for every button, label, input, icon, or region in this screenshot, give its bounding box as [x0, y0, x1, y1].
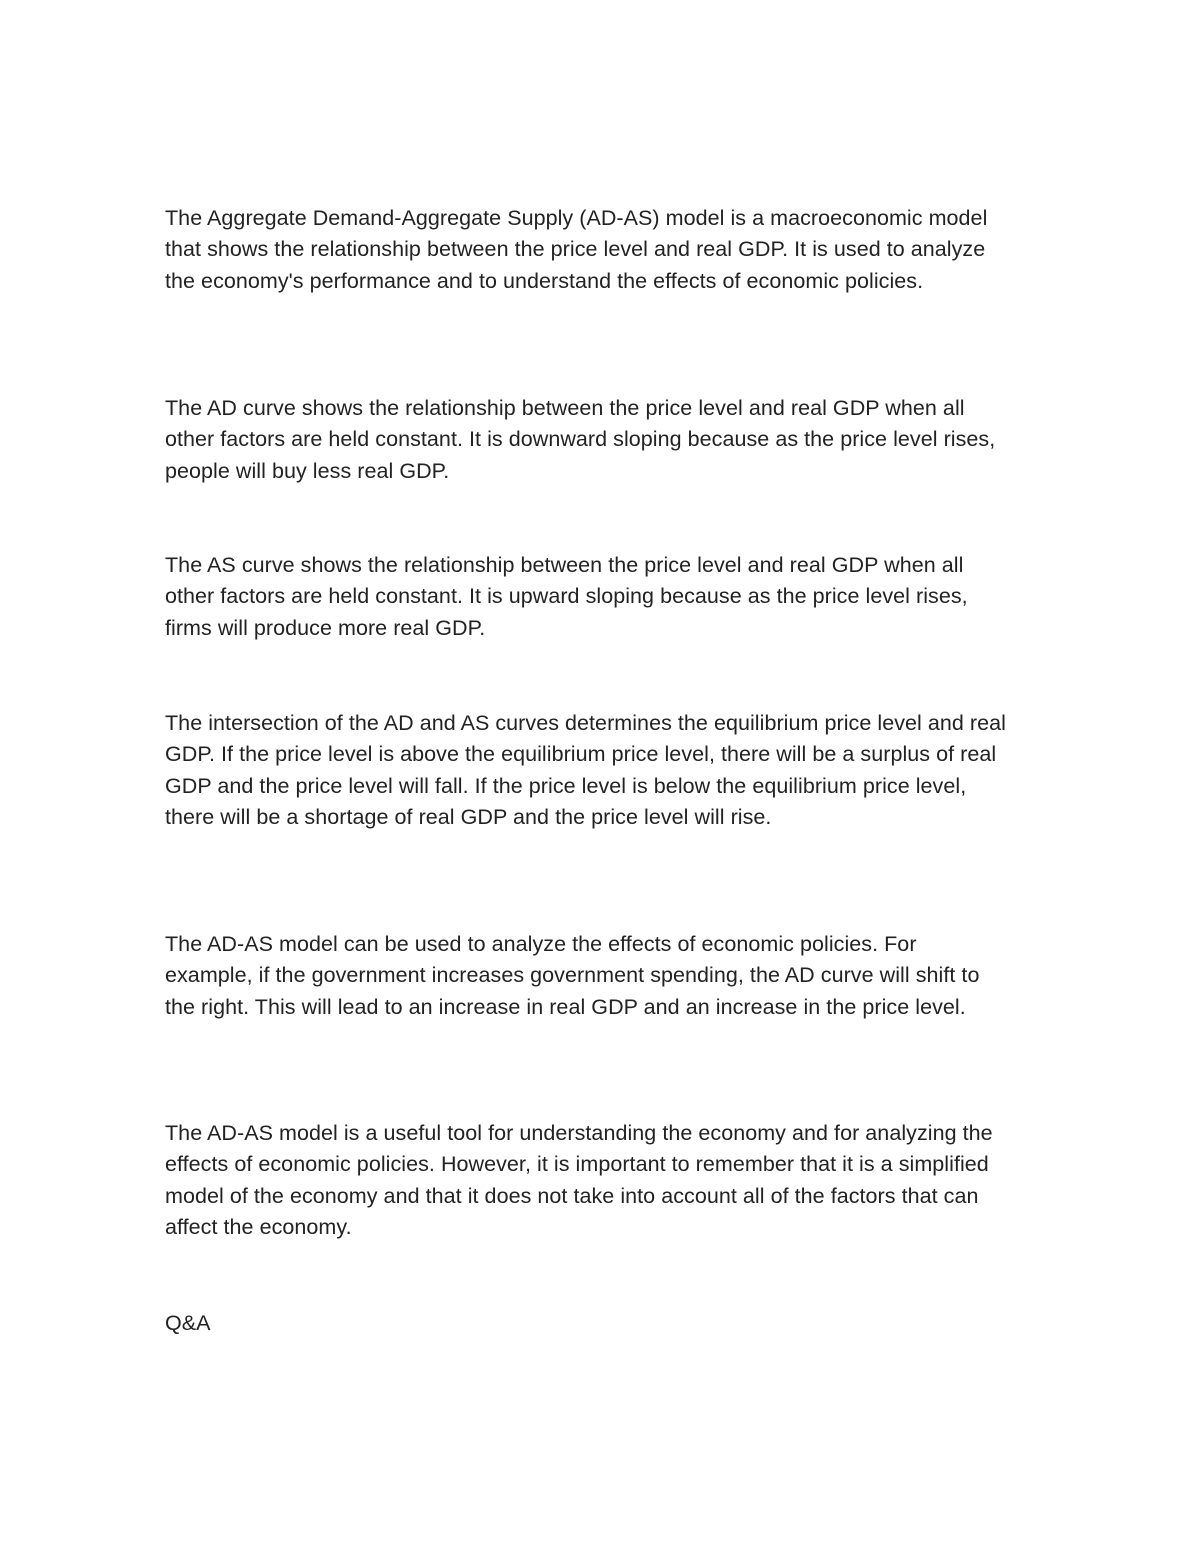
paragraph-ad-as-intro: The Aggregate Demand-Aggregate Supply (AD-AS) model is a macroeconomic model that shows the relationship between the price level and real GDP. It is used to analyze the economy's performance and to understand the effects of economic policies. [165, 206, 988, 293]
paragraph-model-limitations: The AD-AS model is a useful tool for understanding the economy and for analyzing the effects of economic policies. However, it is important to remember that it is a simplified model of the economy and that it does not take into account all of the factors that can affect the economy. [165, 1121, 993, 1239]
qa-heading: Q&A [165, 1311, 211, 1335]
paragraph-as-curve: The AS curve shows the relationship between the price level and real GDP when all other factors are held constant. It is upward sloping because as the price level rises, firms will produce more real GDP. [165, 553, 968, 640]
paragraph-economic-policies: The AD-AS model can be used to analyze the effects of economic policies. For example, if the government increases government spending, the AD curve will shift to the right. This will lead to an increase in real GDP and an increase in the price level. [165, 932, 980, 1019]
paragraph-equilibrium: The intersection of the AD and AS curves determines the equilibrium price level and real GDP. If the price level is above the equilibrium price level, there will be a surplus of real GDP and the price level will fall. If the price level is below the equilibrium price level, there will be a shortage of real GDP and the price level will rise. [165, 711, 1006, 829]
paragraph-ad-curve: The AD curve shows the relationship between the price level and real GDP when all other factors are held constant. It is downward sloping because as the price level rises, people will buy less real GDP. [165, 396, 996, 483]
